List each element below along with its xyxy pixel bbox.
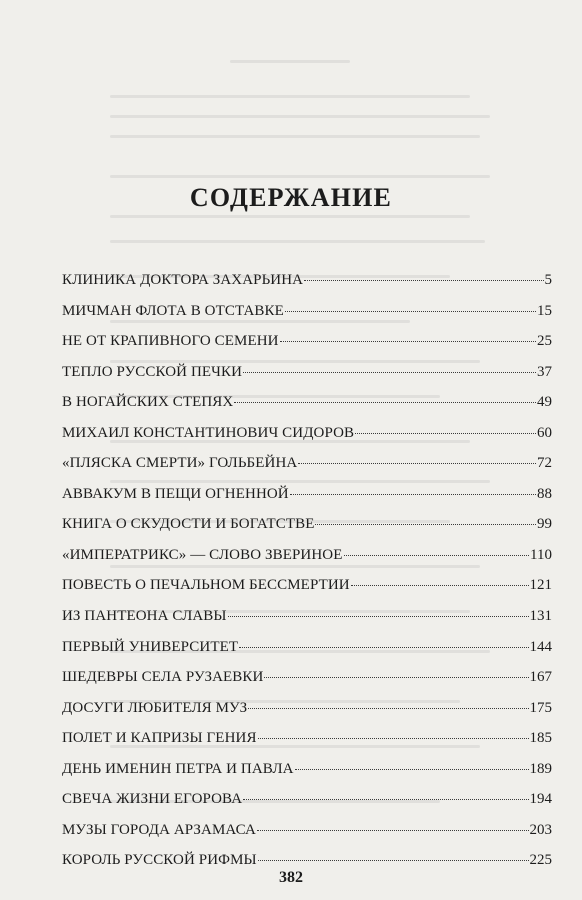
toc-entry-title: ПОВЕСТЬ О ПЕЧАЛЬНОМ БЕССМЕРТИИ [62,577,350,594]
toc-entry-title: ДЕНЬ ИМЕНИН ПЕТРА И ПАВЛА [62,760,294,777]
dot-leader [344,555,530,556]
toc-entry[interactable] [62,699,552,730]
dot-leader [304,280,543,281]
toc-entry-page: 37 [537,363,552,380]
toc-entry-page: 72 [537,455,552,472]
toc-entry-title: КНИГА О СКУДОСТИ И БОГАТСТВЕ [62,516,315,533]
toc-entry[interactable] [62,576,552,607]
toc-entry-page: 5 [544,272,552,288]
toc-entry-title: НЕ ОТ КРАПИВНОГО СЕМЕНИ [62,333,279,350]
dot-leader [295,769,529,770]
dot-leader [351,585,529,586]
page-number: 382 [279,869,303,886]
toc-entry[interactable] [62,729,552,760]
dot-leader [258,738,529,739]
dot-leader [264,677,528,678]
toc-entry-page: 185 [529,730,552,747]
dot-leader [228,616,529,617]
toc-entry-title: ТЕПЛО РУССКОЙ ПЕЧКИ [62,363,243,380]
toc-entry-title: В НОГАЙСКИХ СТЕПЯХ [62,394,234,411]
dot-leader [315,524,536,525]
toc-entry-page: 15 [537,302,552,319]
toc-entry[interactable] [62,638,552,669]
toc-entry-page: 88 [537,485,552,502]
toc-entry-page: 60 [537,424,552,441]
toc-entry[interactable] [62,760,552,791]
toc-entry[interactable] [62,607,552,638]
toc-entry[interactable] [62,424,552,455]
toc-entry[interactable] [62,546,552,577]
toc-entry-title: ПОЛЕТ И КАПРИЗЫ ГЕНИЯ [62,730,257,747]
toc-entry-page: 203 [529,821,552,838]
table-of-contents [62,271,552,882]
toc-entry[interactable] [62,302,552,333]
toc-entry-page: 99 [537,516,552,533]
toc-entry-title: ИЗ ПАНТЕОНА СЛАВЫ [62,608,227,625]
toc-entry-page: 121 [529,577,552,594]
toc-entry[interactable] [62,271,552,302]
toc-entry-title: СВЕЧА ЖИЗНИ ЕГОРОВА [62,791,243,808]
dot-leader [257,830,529,831]
dot-leader [355,433,536,434]
toc-entry[interactable] [62,668,552,699]
toc-entry[interactable] [62,393,552,424]
toc-entry-page: 225 [529,852,552,869]
toc-entry-title: КЛИНИКА ДОКТОРА ЗАХАРЬИНА [62,272,304,288]
toc-entry-title: ПЕРВЫЙ УНИВЕРСИТЕТ [62,638,239,655]
toc-entry[interactable] [62,332,552,363]
toc-entry-page: 131 [529,608,552,625]
toc-entry-title: МИЧМАН ФЛОТА В ОТСТАВКЕ [62,302,284,319]
page-title: СОДЕРЖАНИЕ [189,183,393,212]
dot-leader [248,708,528,709]
dot-leader [258,860,529,861]
toc-entry[interactable] [62,790,552,821]
toc-entry-title: МИХАИЛ КОНСТАНТИНОВИЧ СИДОРОВ [62,424,355,441]
toc-entry-title: МУЗЫ ГОРОДА АРЗАМАСА [62,821,256,838]
toc-entry-title: «ПЛЯСКА СМЕРТИ» ГОЛЬБЕЙНА [62,455,298,472]
dot-leader [298,463,536,464]
toc-entry-page: 25 [537,333,552,350]
toc-entry[interactable] [62,515,552,546]
toc-entry-title: ШЕДЕВРЫ СЕЛА РУЗАЕВКИ [62,669,264,686]
toc-entry-title: ДОСУГИ ЛЮБИТЕЛЯ МУЗ [62,699,248,716]
toc-entry-page: 144 [529,638,552,655]
toc-entry-title: АВВАКУМ В ПЕЩИ ОГНЕННОЙ [62,485,289,502]
dot-leader [234,402,536,403]
toc-entry-title: «ИМПЕРАТРИКС» — СЛОВО ЗВЕРИНОЕ [62,546,343,563]
toc-entry[interactable] [62,454,552,485]
toc-entry[interactable] [62,363,552,394]
dot-leader [280,341,536,342]
toc-entry-page: 110 [530,546,552,563]
dot-leader [243,372,536,373]
toc-entry-page: 49 [537,394,552,411]
dot-leader [239,647,528,648]
toc-entry-page: 194 [529,791,552,808]
toc-entry-title: КОРОЛЬ РУССКОЙ РИФМЫ [62,852,257,869]
toc-entry[interactable] [62,485,552,516]
toc-entry-page: 175 [529,699,552,716]
toc-entry[interactable] [62,821,552,852]
toc-entry-page: 167 [529,669,552,686]
toc-entry-page: 189 [529,760,552,777]
dot-leader [285,311,536,312]
dot-leader [243,799,528,800]
dot-leader [290,494,536,495]
